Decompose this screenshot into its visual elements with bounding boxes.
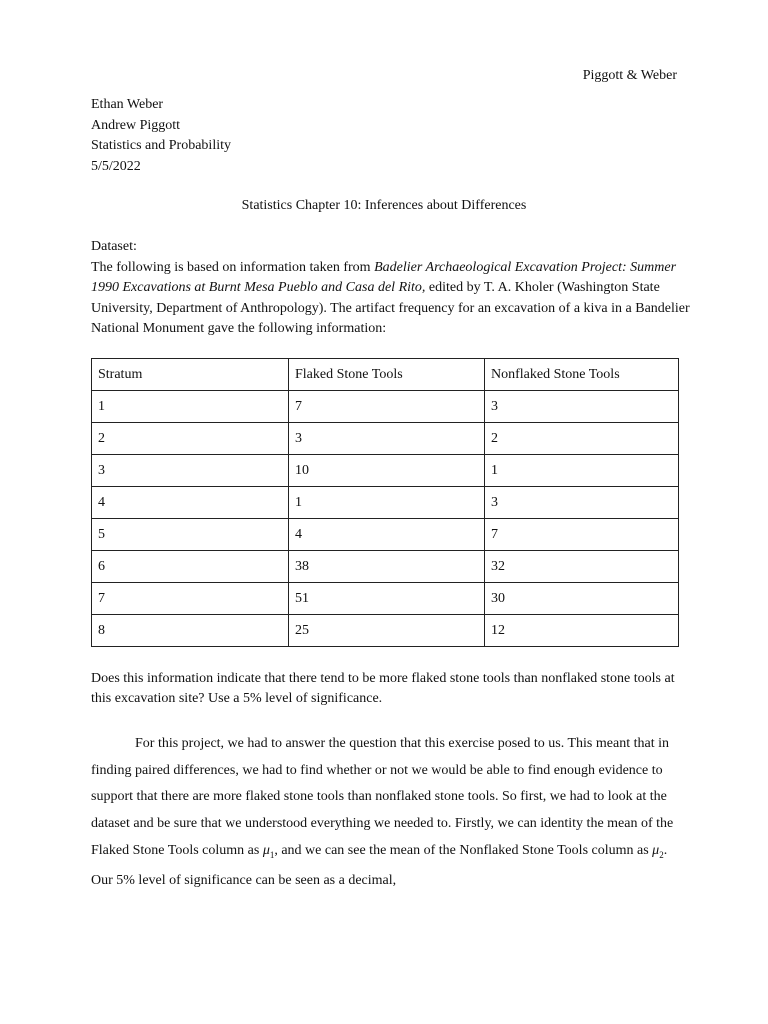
stratum-cell: 2: [92, 423, 289, 455]
dataset-heading: Dataset:: [91, 239, 137, 254]
flaked-cell: 1: [289, 487, 485, 519]
project-paragraph: [91, 731, 687, 895]
column-header: Flaked Stone Tools: [289, 359, 485, 391]
project-body: [91, 731, 687, 895]
table-row: [92, 455, 679, 487]
mu-symbol: μ: [652, 842, 660, 858]
subscript-1: 1: [269, 849, 275, 860]
nonflaked-cell: 3: [485, 487, 679, 519]
stratum-cell: 4: [92, 487, 289, 519]
stratum-cell: 3: [92, 455, 289, 487]
column-header: Nonflaked Stone Tools: [485, 359, 679, 391]
table-row: [92, 519, 679, 551]
flaked-cell: 38: [289, 551, 485, 583]
mu-symbol: μ: [262, 842, 270, 858]
table-row: [92, 615, 679, 647]
nonflaked-cell: 2: [485, 423, 679, 455]
column-header: Stratum: [92, 359, 289, 391]
author-block: [91, 95, 231, 177]
nonflaked-cell: 32: [485, 551, 679, 583]
nonflaked-cell: 7: [485, 519, 679, 551]
table-row: [92, 423, 679, 455]
flaked-cell: 7: [289, 391, 485, 423]
table-row: [92, 391, 679, 423]
stratum-cell: 6: [92, 551, 289, 583]
nonflaked-cell: 3: [485, 391, 679, 423]
document-date: 5/5/2022: [91, 158, 141, 174]
table-row: [92, 551, 679, 583]
table-header-row: [92, 359, 679, 391]
flaked-cell: 25: [289, 615, 485, 647]
source-title: Badelier Archaeological Excavation Project: Summer 1990 Excavations at Burnt Mesa Pueblo and Casa del Rito,: [91, 259, 677, 295]
author-name-2: Andrew Piggott: [91, 117, 181, 133]
table-row: [92, 583, 679, 615]
flaked-cell: 3: [289, 423, 485, 455]
project-text-2: , and we can see the mean of the Nonflaked Stone Tools column as: [274, 842, 653, 858]
course-name: Statistics and Probability: [91, 138, 231, 153]
dataset-intro-prefix: The following is based on information taken from: [91, 259, 375, 275]
stratum-cell: 8: [92, 615, 289, 647]
running-head: Piggott & Weber: [582, 68, 677, 83]
flaked-cell: 51: [289, 583, 485, 615]
dataset-section: [91, 237, 691, 340]
stratum-cell: 7: [92, 583, 289, 615]
exercise-question: Does this information indicate that there tend to be more flaked stone tools than nonflaked stone tools at this excavation site? Use a 5% level of significance.: [91, 671, 675, 706]
nonflaked-cell: 12: [485, 615, 679, 647]
project-text-3: . Our 5% level of significance can be seen as a decimal,: [91, 842, 668, 889]
nonflaked-cell: 30: [485, 583, 679, 615]
dataset-intro: [91, 258, 691, 340]
flaked-cell: 4: [289, 519, 485, 551]
flaked-cell: 10: [289, 455, 485, 487]
artifact-frequency-table: [91, 358, 679, 647]
table-row: [92, 487, 679, 519]
stratum-cell: 1: [92, 391, 289, 423]
document-title: Statistics Chapter 10: Inferences about Differences: [241, 198, 527, 213]
dataset-intro-suffix: edited by T. A. Kholer (Washington State University, Department of Anthropology). The artifact frequency for an excavation of a kiva in a Bandelier National Monument gave the following information:: [91, 280, 690, 336]
subscript-2: 2: [659, 849, 664, 860]
nonflaked-cell: 1: [485, 455, 679, 487]
stratum-cell: 5: [92, 519, 289, 551]
project-text-1: For this project, we had to answer the question that this exercise posed to us. This meant that in finding paired differences, we had to find whether or not we would be able to find enough evidence to support that there are more flaked stone tools than nonflaked stone tools. So first, we had to look at the dataset and be sure that we understood everything we needed to. Firstly, we can identity the mean of the Flaked Stone Tools column as: [91, 736, 674, 858]
author-name-1: Ethan Weber: [91, 97, 164, 112]
